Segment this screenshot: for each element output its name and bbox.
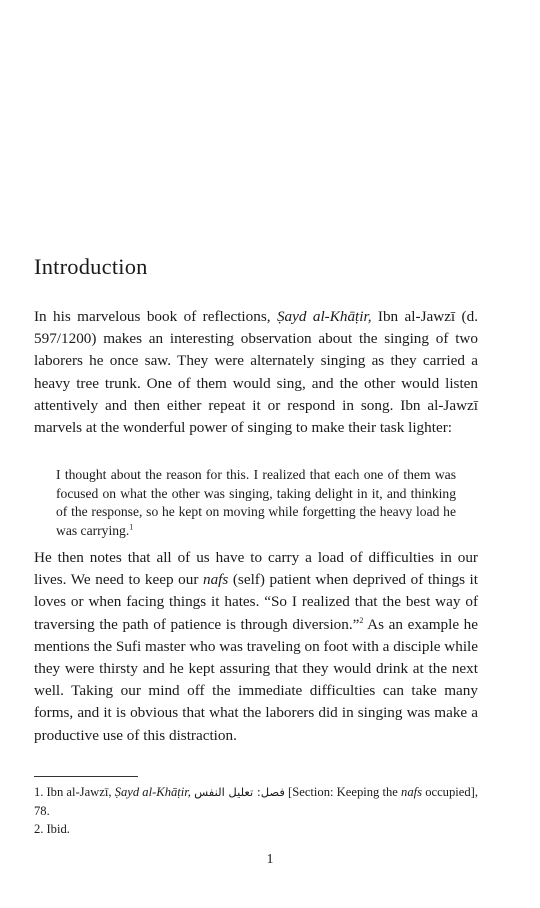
footnote-1-nafs-italic: nafs <box>401 785 423 799</box>
footnote-1-text-a: [Section: Keeping the <box>284 785 402 799</box>
footnote-2-text: Ibid. <box>46 822 70 836</box>
block-quote <box>56 466 456 540</box>
footnote-1-number: 1. <box>34 785 44 799</box>
footnote-1-author: Ibn al-Jawzī, <box>46 785 115 799</box>
footnote-1-book-title: Ṣayd al-Khāṭir, <box>114 785 191 799</box>
page-number: 1 <box>266 852 274 867</box>
block-quote-text: I thought about the reason for this. I realized that each one of them was focused on what the other was singing, taking delight in it, and thinking of the response, so he kept on moving while forgetting the heavy load he was carrying. <box>56 467 456 538</box>
footnote-divider <box>34 776 138 777</box>
nafs-term-italic: nafs <box>202 571 229 589</box>
footnote-1-arabic-text: فصل: تعليل النفس <box>194 785 285 799</box>
footnote-1 <box>34 783 478 820</box>
paragraph-2-text-c: As an example he mentions the Sufi master who was traveling on foot with a disciple while they were thirsty and he kept assuring that they would drink at the next well. Taking our mind off the immediate difficulties can take many forms, and it is obvious that what the laborers did in singing was make a productive use of this distraction. <box>34 615 479 744</box>
book-title-italic: Ṣayd al-Khāṭir, <box>276 308 372 325</box>
paragraph-1-text-a: In his marvelous book of reflections, <box>34 308 277 325</box>
footnotes <box>34 783 478 839</box>
paragraph-2 <box>34 547 478 747</box>
footnote-1-text-b: occupied], 78. <box>34 785 479 818</box>
footnote-ref-1[interactable]: 1 <box>129 521 134 531</box>
footnote-2-number: 2. <box>34 822 44 836</box>
chapter-heading: Introduction <box>34 254 148 279</box>
paragraph-1-text-b: Ibn al-Jawzī (d. 597/1200) makes an interesting observation about the singing of two laborers he once saw. They were alternately singing as they carried a heavy tree trunk. One of them would sing, and the other would listen attentively and then either repeat it or respond in song. Ibn al-Jawzī marvels at the wonderful power of singing to make their task lighter: <box>34 308 478 437</box>
footnote-ref-2[interactable]: 2 <box>359 615 364 625</box>
paragraph-2-text-a: He then notes that all of us have to carry a load of difficulties in our lives. We need to keep our <box>34 549 478 589</box>
paragraph-1 <box>34 306 478 439</box>
footnote-2 <box>34 820 478 839</box>
paragraph-2-text-b: (self) patient when deprived of things it loves or when facing things it hates. “So I realized that the best way of traversing the path of patience is through diversion.” <box>34 571 479 633</box>
